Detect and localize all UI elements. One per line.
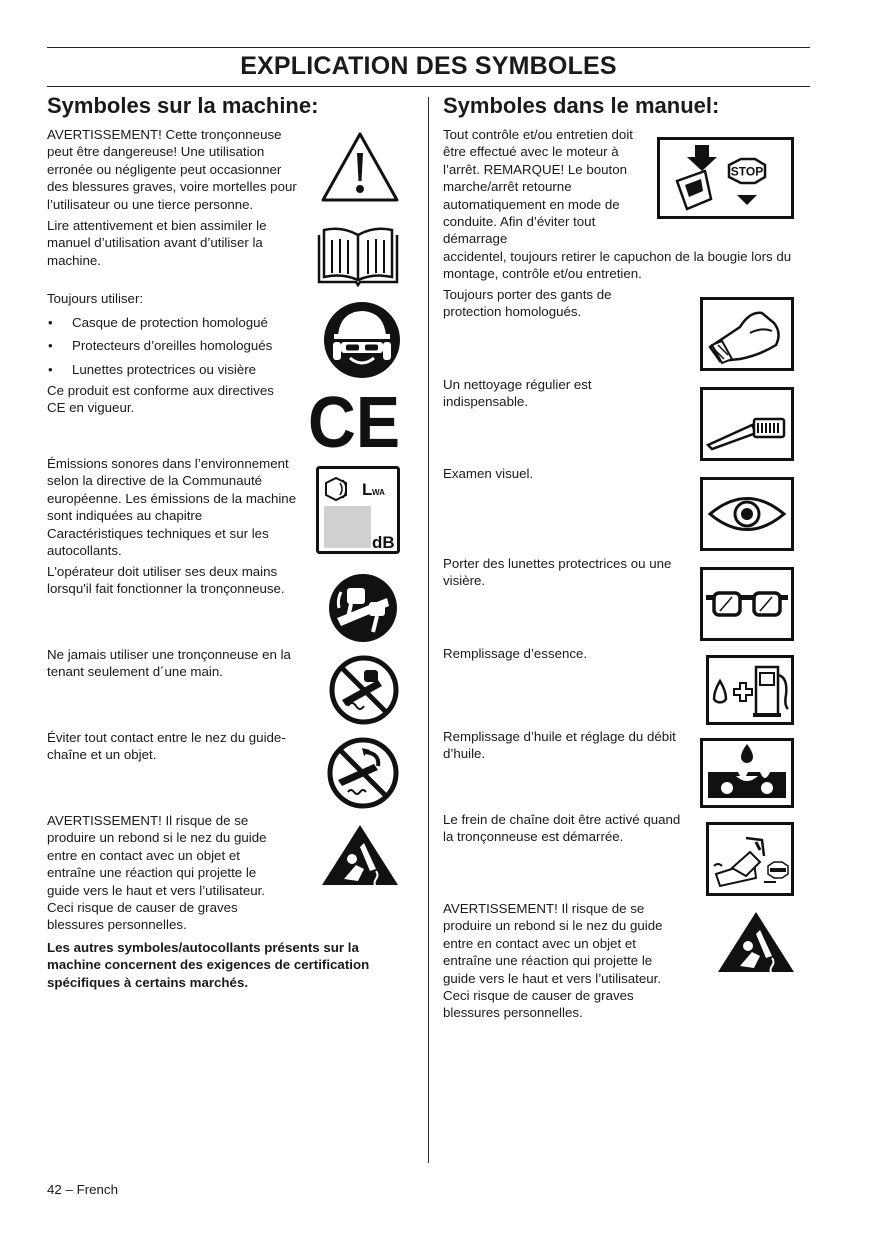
bullet-mark: •	[48, 315, 53, 330]
certification-note-bold: Les autres symboles/autocollants présents sur la machine concernent des exigences de certification spécifiques à certains marchés.	[47, 940, 370, 990]
oil-chain-icon	[700, 738, 794, 808]
stop-label: STOP	[730, 164, 764, 179]
cleaning-text: Un nettoyage régulier est indispensable.	[443, 377, 592, 410]
chain-brake-text: Le frein de chaîne doit être activé quand la tronçonneuse est démarrée.	[443, 812, 681, 845]
ce-mark-icon	[306, 390, 402, 454]
noise-text: Émissions sonores dans l’environnement selon la directive de la Communauté européenne. Les émissions de la machine sont indiquées au chapitre Caractéristiques techniques et sur les autocollants.	[47, 456, 297, 559]
db-label: dB	[372, 533, 395, 552]
brush-cleaning-icon	[700, 387, 794, 461]
gloves-text: Toujours porter des gants de protection homologués.	[443, 287, 612, 320]
lwa-subscript: WA	[372, 488, 385, 497]
bullet-goggles	[48, 361, 298, 379]
two-hands-text: L'opérateur doit utiliser ses deux mains lorsqu'il fait fonctionner la tronçonneuse.	[47, 564, 285, 597]
eye-icon	[700, 477, 794, 551]
bullet-mark: •	[48, 338, 53, 353]
fuel-text: Remplissage d’essence.	[443, 646, 588, 661]
bullet-ear-protection	[48, 337, 298, 355]
page-footer: 42 – French	[47, 1182, 118, 1197]
goggles-icon	[700, 567, 794, 641]
lwa-label: L	[362, 480, 373, 499]
top-rule	[47, 47, 810, 48]
no-one-hand-icon	[328, 654, 400, 726]
left-heading: Symboles sur la machine:	[47, 93, 319, 118]
page-title: EXPLICATION DES SYMBOLES	[240, 52, 617, 80]
always-use-label: Toujours utiliser:	[47, 291, 144, 306]
ce-mark-text: CE	[308, 390, 400, 454]
kickback-warning-icon-right	[716, 910, 796, 974]
kickback-warning-text-right: AVERTISSEMENT! Il risque de se produire un rebond si le nez du guide entre en contact avec un objet et entraîne une réaction qui projette le guide vers le haut et vers l’utilisateur. Ceci risque de causer de graves blessures personnelles.	[443, 901, 663, 1021]
certification-note	[47, 939, 409, 991]
stop-engine-text-a: Tout contrôle et/ou entretien doit être effectué avec le moteur à l’arrêt. REMARQUE! Le bouton marche/arrêt retourne automatiquement en mode de conduite. Afin d’éviter tout démarrage	[443, 127, 633, 247]
protective-equipment-icon	[322, 300, 402, 380]
bullet-text: Casque de protection homologué	[72, 315, 268, 330]
bullet-text: Protecteurs d’oreilles homologués	[72, 338, 273, 353]
column-divider	[428, 97, 429, 1163]
visual-inspection-text: Examen visuel.	[443, 466, 534, 481]
one-hand-text: Ne jamais utiliser une tronçonneuse en la tenant seulement d´une main.	[47, 647, 291, 680]
oil-text: Remplissage d’huile et réglage du débit d’huile.	[443, 729, 676, 762]
title-rule	[47, 86, 810, 87]
ce-text: Ce produit est conforme aux directives CE en vigueur.	[47, 383, 274, 416]
gloves-icon	[700, 297, 794, 371]
fuel-pump-icon	[706, 655, 794, 725]
bullet-text: Lunettes protectrices ou visière	[72, 362, 257, 377]
no-nose-contact-icon	[326, 736, 400, 810]
nose-contact-text: Éviter tout contact entre le nez du guide-chaîne et un objet.	[47, 730, 286, 763]
chain-brake-icon	[706, 822, 794, 896]
kickback-warning-icon	[320, 823, 400, 887]
stop-switch-icon	[657, 137, 794, 219]
noise-level-lwa-icon	[316, 466, 400, 554]
warning-text: AVERTISSEMENT! Cette tronçonneuse peut être dangereuse! Une utilisation erronée ou négligente peut occasionner des blessures graves, voire mortelles pour l’utilisateur ou une tierce personne.	[47, 127, 297, 212]
goggles-text: Porter des lunettes protectrices ou une visière.	[443, 556, 672, 589]
manual-book-icon	[316, 225, 400, 287]
bullet-helmet	[48, 314, 298, 332]
warning-triangle-icon	[320, 129, 400, 204]
kickback-warning-text: AVERTISSEMENT! Il risque de se produire un rebond si le nez du guide entre en contact avec un objet et entraîne une réaction qui projette le guide vers le haut et vers l’utilisateur. Ceci risque de causer de graves blessures personnelles.	[47, 813, 267, 933]
stop-engine-text-b: accidentel, toujours retirer le capuchon de la bougie lors du montage, contrôle et/ou entretien.	[443, 249, 792, 282]
manual-text: Lire attentivement et bien assimiler le manuel d’utilisation avant d’utiliser la machine.	[47, 218, 267, 268]
two-hands-icon	[327, 572, 399, 644]
bullet-mark: •	[48, 362, 53, 377]
right-heading: Symboles dans le manuel:	[443, 93, 720, 118]
